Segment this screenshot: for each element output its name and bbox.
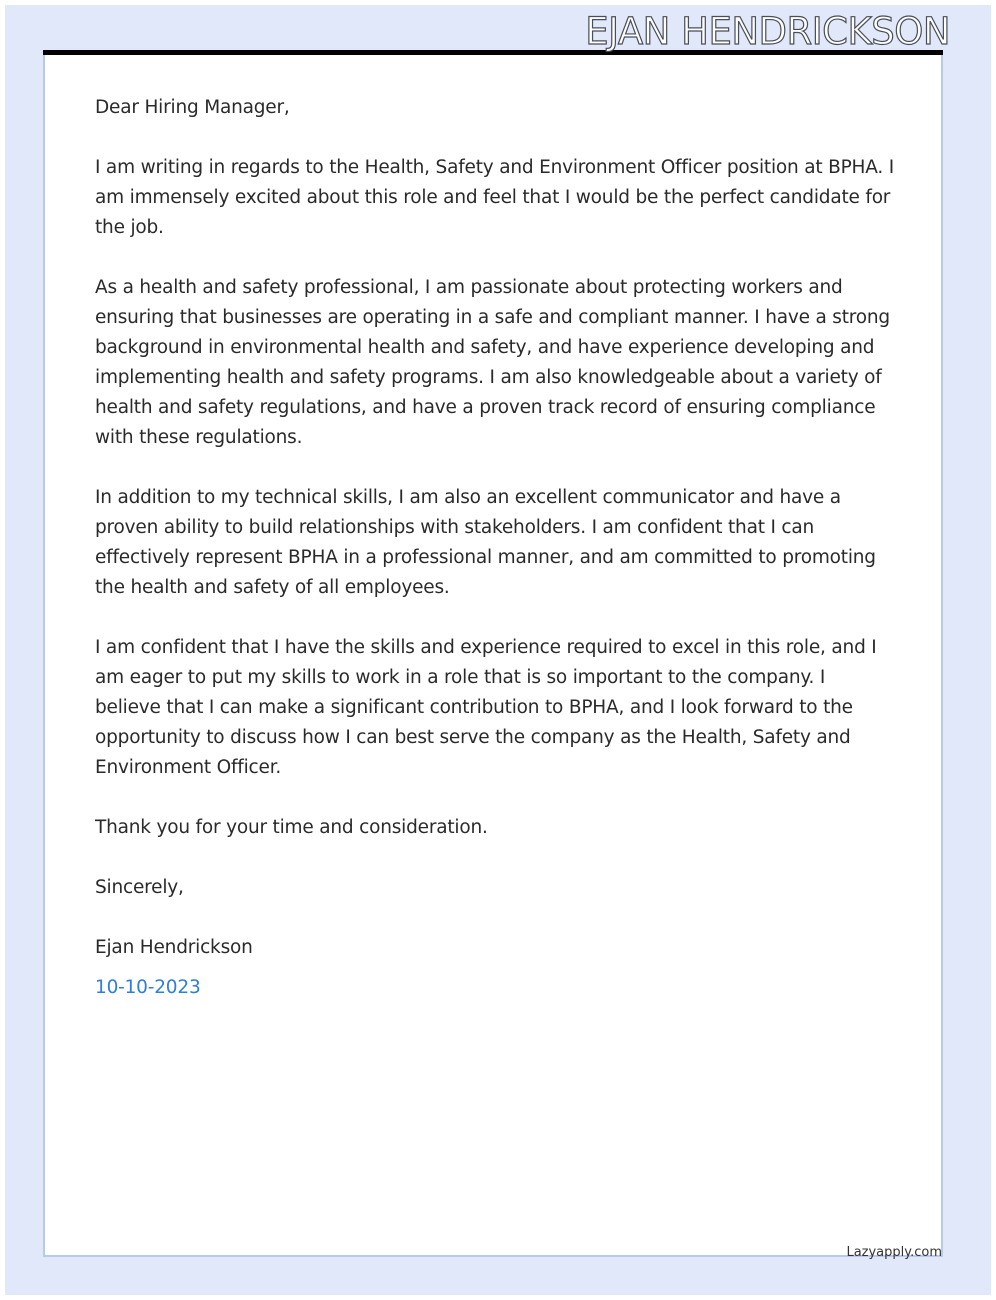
paragraph-3: In addition to my technical skills, I am also an excellent communicator and have a proven ability to build relationships with stakeholders. I am confident that I can effectively represent BPHA in a professional manner, and am committed to promoting the health and safety of all employees. bbox=[95, 487, 876, 598]
closing: Sincerely, bbox=[95, 877, 184, 898]
paragraph-5: Thank you for your time and consideration. bbox=[95, 817, 488, 838]
signature: Ejan Hendrickson bbox=[95, 937, 253, 958]
footer-credit: Lazyapply.com bbox=[846, 1245, 942, 1260]
letter-body bbox=[95, 93, 895, 1033]
salutation: Dear Hiring Manager, bbox=[95, 97, 290, 118]
letter-date[interactable]: 10-10-2023 bbox=[95, 977, 201, 998]
paragraph-4: I am confident that I have the skills and experience required to excel in this role, and I am eager to put my skills to work in a role that is so important to the company. I believe that I can make a significant contribution to BPHA, and I look forward to the opportunity to discuss how I can best serve the company as the Health, Safety and Environment Officer. bbox=[95, 637, 877, 778]
paragraph-1: I am writing in regards to the Health, Safety and Environment Officer position at BPHA. I am immensely excited about this role and feel that I would be the perfect candidate for the job. bbox=[95, 157, 895, 238]
paragraph-2: As a health and safety professional, I am passionate about protecting workers and ensuring that businesses are operating in a safe and compliant manner. I have a strong background in environmental health and safety, and have experience developing and implementing health and safety programs. I am also knowledgeable about a variety of health and safety regulations, and have a proven track record of ensuring compliance with these regulations. bbox=[95, 277, 890, 448]
applicant-name-heading: EJAN HENDRICKSON bbox=[585, 10, 950, 53]
